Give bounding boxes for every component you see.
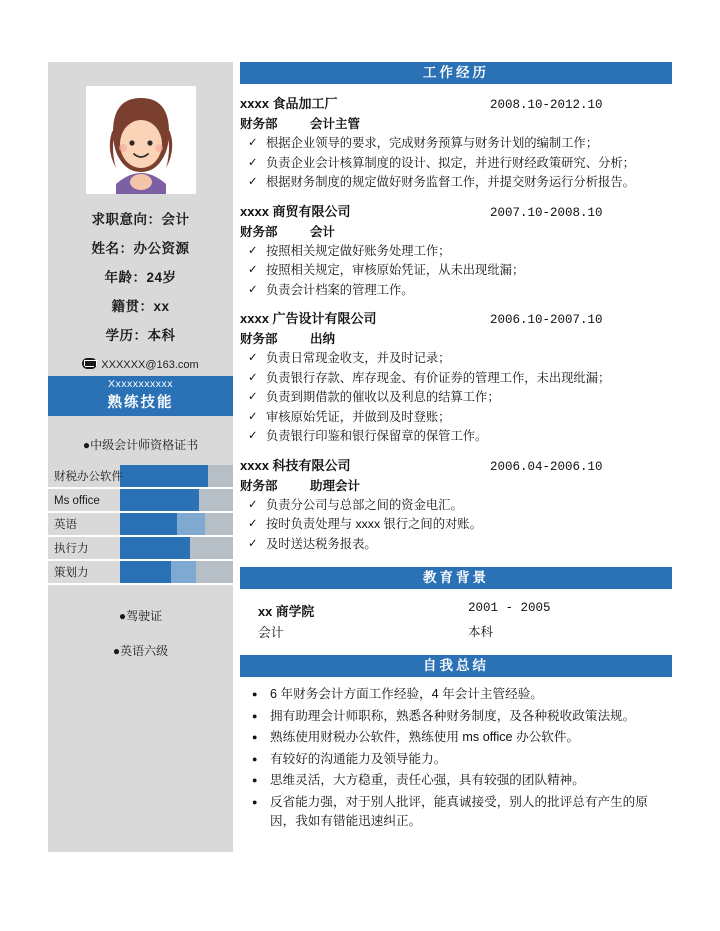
job-department: 财务部 <box>240 478 278 493</box>
skill-bar-track <box>120 489 233 511</box>
job-duty-item: ✓ 根据企业领导的要求，完成财务预算与财务计划的编制工作； <box>240 134 672 153</box>
job-duty-list <box>240 349 672 446</box>
info-label-hometown: 籍贯： <box>111 299 154 314</box>
job-duty-item: ✓ 负责银行印鉴和银行保留章的保管工作。 <box>240 427 672 446</box>
qq-text: Xxxxxxxxxxx <box>107 378 173 390</box>
summary-item: ● 反省能力强，对于别人批评，能真诚接受，别人的批评总有产生的原因，我如有错能迅速纠正。 <box>240 793 672 832</box>
info-value-hometown: xx <box>153 299 170 314</box>
job-company: xxxx 科技有限公司 <box>240 457 351 473</box>
main-content <box>240 62 672 834</box>
job-duty-item: ✓ 按照相关规定做好账务处理工作； <box>240 242 672 261</box>
job-company: xxxx 广告设计有限公司 <box>240 311 377 326</box>
skill-bar-fill <box>120 537 190 559</box>
info-row-objective <box>48 208 233 228</box>
job-subheader <box>240 329 672 347</box>
job-duty-list <box>240 496 672 554</box>
skill-bar-fill <box>120 561 171 583</box>
job-duty-item: ✓ 按时负责处理与 xxxx 银行之间的对账。 <box>240 515 672 534</box>
skill-bar-label: Ms office <box>48 489 120 511</box>
certificate-item: ●英语六级 <box>112 644 169 658</box>
job-duty-item: ✓ 及时送达税务报表。 <box>240 535 672 554</box>
job-header <box>240 308 672 327</box>
certificate-item: ●中级会计师资格证书 <box>82 438 199 452</box>
job-duty-list <box>240 134 672 192</box>
info-row-hometown <box>48 295 233 315</box>
job-entry <box>240 455 672 554</box>
skill-bar-track <box>120 513 233 535</box>
job-subheader <box>240 114 672 132</box>
info-label-objective: 求职意向： <box>91 212 162 227</box>
summary-list <box>240 685 672 832</box>
job-company: xxxx 食品加工厂 <box>240 96 338 111</box>
job-duty-item: ✓ 负责会计档案的管理工作。 <box>240 281 672 300</box>
job-department: 财务部 <box>240 224 278 239</box>
info-label-degree: 学历： <box>105 328 148 343</box>
skill-bar-fill <box>120 465 208 487</box>
job-duty-list <box>240 242 672 300</box>
skill-bar-label: 财税办公软件 <box>48 465 120 487</box>
education-major: 会计 <box>258 625 284 640</box>
summary-item: ● 拥有助理会计师职称，熟悉各种财务制度，及各种税收政策法规。 <box>240 707 672 727</box>
skill-bar-row <box>48 537 233 561</box>
skill-bar-track <box>120 561 233 583</box>
info-label-age: 年龄： <box>104 270 147 285</box>
job-duty-item: ✓ 负责企业会计核算制度的设计、拟定，并进行财经政策研究、分析； <box>240 154 672 173</box>
sidebar <box>48 62 233 852</box>
job-position: 会计主管 <box>310 117 361 131</box>
summary-item: ● 思维灵活，大方稳重，责任心强，具有较强的团队精神。 <box>240 771 672 791</box>
envelope-icon <box>82 358 97 369</box>
skill-bar-track <box>120 537 233 559</box>
certificate-item: ●驾驶证 <box>118 609 163 623</box>
skills-title: 熟练技能 <box>107 395 174 411</box>
job-duty-item: ✓ 负责银行存款、库存现金、有价证券的管理工作，未出现纰漏； <box>240 369 672 388</box>
job-duty-item: ✓ 负责到期借款的催收以及利息的结算工作； <box>240 388 672 407</box>
job-date: 2006.04-2006.10 <box>490 459 603 474</box>
job-entry <box>240 308 672 446</box>
info-value-objective: 会计 <box>161 212 190 227</box>
skills-section-header <box>48 376 233 416</box>
education-years: 2001 - 2005 <box>468 601 551 615</box>
email-row <box>48 358 233 371</box>
job-header <box>240 93 672 112</box>
job-date: 2007.10-2008.10 <box>490 205 603 220</box>
info-row-name <box>48 237 233 257</box>
info-value-age: 24岁 <box>146 270 177 285</box>
skill-bar-fill <box>120 489 199 511</box>
job-duty-item: ✓ 负责日常现金收支，并及时记录； <box>240 349 672 368</box>
job-position: 会计 <box>310 224 336 239</box>
education-school: xx 商学院 <box>258 604 315 619</box>
job-duty-item: ✓ 按照相关规定，审核原始凭证，从未出现纰漏； <box>240 261 672 280</box>
job-date: 2006.10-2007.10 <box>490 313 603 327</box>
job-header <box>240 455 672 474</box>
info-label-name: 姓名： <box>91 241 134 256</box>
education-row-major <box>258 622 672 641</box>
skill-bar-label: 策划力 <box>48 561 120 583</box>
job-date: 2008.10-2012.10 <box>490 98 603 112</box>
education-degree: 本科 <box>468 626 494 640</box>
skill-bar-row <box>48 489 233 513</box>
skill-bar-row <box>48 561 233 585</box>
job-duty-item: ✓ 根据财务制度的规定做好财务监督工作，并提交财务运行分析报告。 <box>240 173 672 192</box>
job-entry <box>240 93 672 192</box>
avatar-illustration-icon <box>86 86 196 194</box>
job-subheader <box>240 476 672 494</box>
summary-item: ● 6 年财务会计方面工作经验，4 年会计主管经验。 <box>240 685 672 705</box>
info-value-degree: 本科 <box>147 328 176 343</box>
info-value-name: 办公资源 <box>133 241 190 256</box>
summary-item: ● 有较好的沟通能力及领导能力。 <box>240 750 672 770</box>
section-header-summary: 自我总结 <box>240 655 672 677</box>
skill-bar-label: 执行力 <box>48 537 120 559</box>
job-company: xxxx 商贸有限公司 <box>240 203 351 219</box>
email-text: XXXXXX@163.com <box>101 359 199 371</box>
profile-photo <box>86 86 196 194</box>
job-duty-item: ✓ 负责分公司与总部之间的资金电汇。 <box>240 496 672 515</box>
job-department: 财务部 <box>240 117 278 131</box>
skill-bar-track <box>120 465 233 487</box>
job-subheader <box>240 222 672 240</box>
summary-item: ● 熟练使用财税办公软件，熟练使用 ms office 办公软件。 <box>240 728 672 748</box>
personal-info <box>48 208 233 353</box>
skill-bar-label: 英语 <box>48 513 120 535</box>
section-header-experience: 工作经历 <box>240 62 672 84</box>
job-position: 出纳 <box>310 332 336 346</box>
job-department: 财务部 <box>240 332 278 346</box>
section-header-education: 教育背景 <box>240 567 672 589</box>
skill-bar-fill <box>120 513 177 535</box>
job-header <box>240 201 672 220</box>
education-row-school <box>258 601 672 620</box>
skill-bar-row <box>48 465 233 489</box>
job-position: 助理会计 <box>310 478 361 493</box>
info-row-degree <box>48 324 233 344</box>
job-entry <box>240 201 672 300</box>
skill-bar-row <box>48 513 233 537</box>
skill-bars <box>48 465 233 585</box>
education-entry <box>240 601 672 641</box>
info-row-age <box>48 266 233 286</box>
job-duty-item: ✓ 审核原始凭证，并做到及时登账； <box>240 408 672 427</box>
